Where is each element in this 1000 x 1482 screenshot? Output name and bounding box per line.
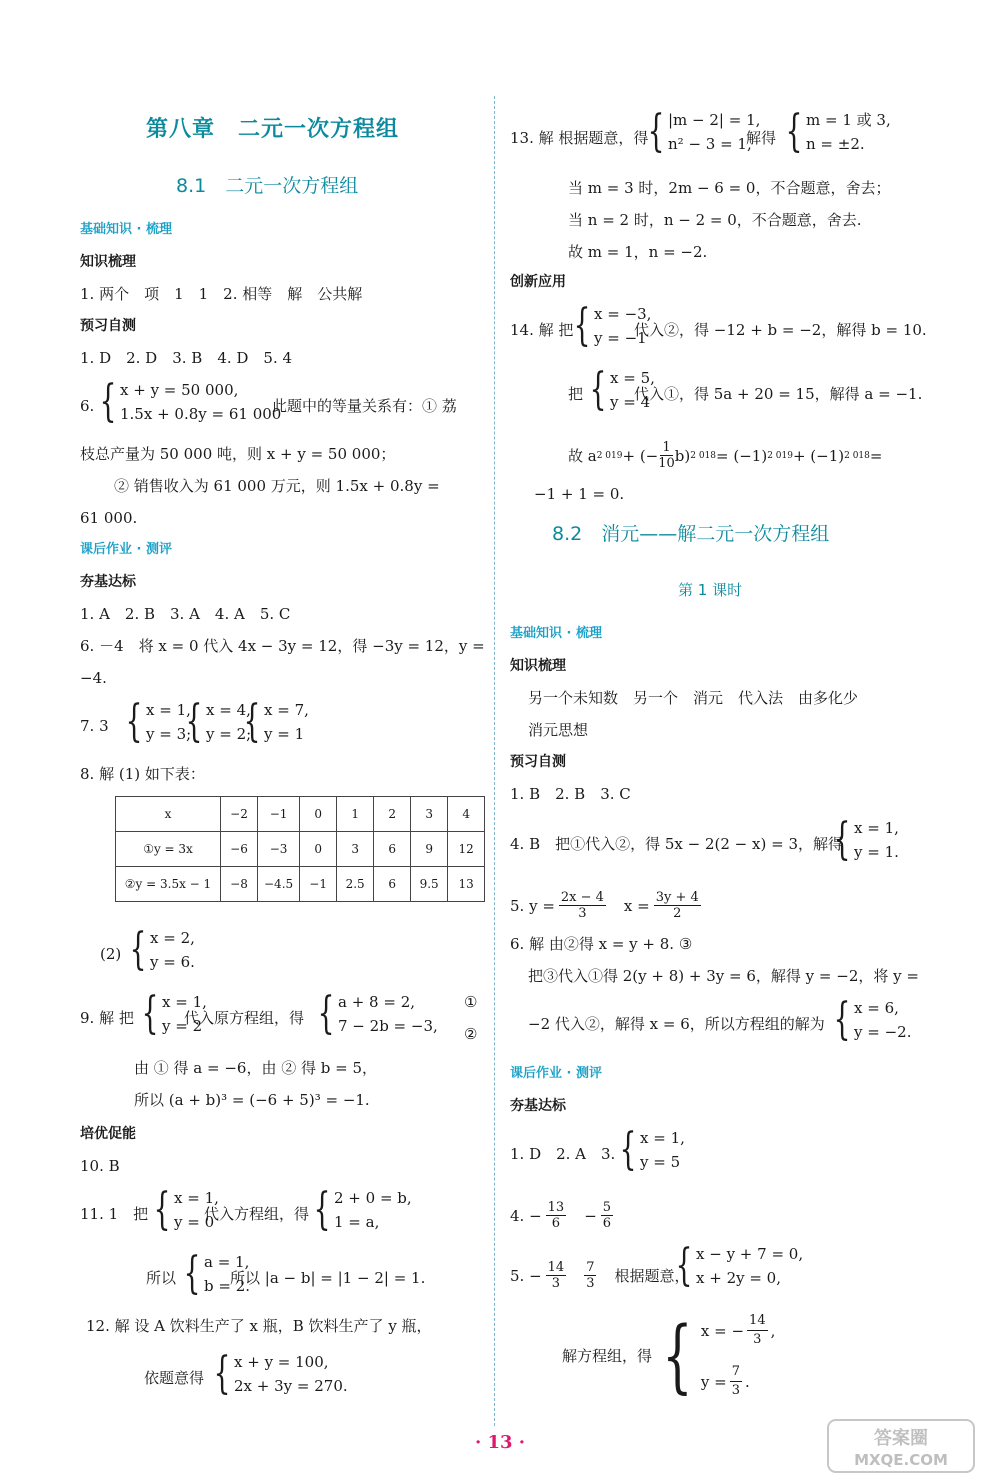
- subhead-duoji: 夯基达标: [80, 574, 136, 590]
- explanation-text: 把: [568, 385, 584, 403]
- equation-system: { x = 2, y = 6.: [129, 924, 195, 975]
- question-number: 7. 3: [80, 717, 109, 735]
- table-row: [116, 832, 485, 867]
- lesson-title: 第 1 课时: [678, 581, 743, 599]
- circled-marker: ①: [464, 993, 478, 1011]
- table-row: [116, 867, 485, 902]
- explanation-text: 所以: [146, 1269, 177, 1287]
- formula-line: 5. − $\frac{14}{3}$ $\frac{7}{3}$ 根据题意，: [510, 1260, 690, 1291]
- section-head-basic: 基础知识 · 梳理: [80, 222, 172, 237]
- answer-line: 10. B: [80, 1157, 120, 1175]
- question-number: 13. 解 根据题意，得: [510, 129, 649, 147]
- table-cell: 2: [374, 797, 411, 832]
- equation-system: { x = 7, y = 1: [243, 696, 309, 747]
- question-number: 9. 解 把: [80, 1009, 134, 1027]
- answer-line: 12. 解 设 A 饮料生产了 x 瓶，B 饮料生产了 y 瓶，: [86, 1317, 432, 1335]
- explanation-text: 代入②，得 −12 + b = −2，解得 b = 10.: [634, 321, 927, 339]
- answer-line: 消元思想: [528, 721, 589, 739]
- explanation-text: 代入方程组，得: [204, 1205, 310, 1223]
- fraction: $\frac{2x - 4}{3}$: [560, 890, 604, 921]
- table-cell: −6: [221, 832, 258, 867]
- fraction: $\frac{5}{6}$: [602, 1200, 612, 1231]
- equation-system: { |m − 2| = 1, n² − 3 = 1,: [647, 106, 761, 157]
- explanation-text: 代入原方程组，得: [184, 1009, 305, 1027]
- svg-text:MXQE.COM: MXQE.COM: [854, 1451, 948, 1469]
- equation-system: { m = 1 或 3, n = ±2.: [785, 106, 891, 157]
- explanation-text: 由 ① 得 a = −6，由 ② 得 b = 5，: [134, 1059, 378, 1077]
- explanation-text: 当 m = 3 时，2m − 6 = 0，不合题意，舍去；: [568, 179, 891, 197]
- table-cell: −1: [300, 867, 337, 902]
- explanation-text: 所以 |a − b| = |1 − 2| = 1.: [230, 1269, 426, 1287]
- explanation-text: 代入①，得 5a + 20 = 15，解得 a = −1.: [634, 385, 923, 403]
- question-number: 6.: [80, 397, 95, 415]
- answer-line: 8. 解 (1) 如下表：: [80, 765, 205, 783]
- value-table: [115, 796, 485, 902]
- section-head-homework: 课后作业 · 测评: [80, 542, 172, 557]
- table-row: [116, 797, 485, 832]
- question-number: (2): [100, 945, 122, 963]
- equation-system: { x = 4, y = 2;: [185, 696, 252, 747]
- table-cell: 0: [300, 832, 337, 867]
- chapter-title: 第八章 二元一次方程组: [146, 117, 400, 142]
- equation-system: { x = 6, y = −2.: [833, 994, 912, 1045]
- equation-system: { x = −3, y = −1: [573, 300, 652, 351]
- answer-line: 4. B 把①代入②，得 5x − 2(2 − x) = 3，解得: [510, 835, 843, 853]
- explanation-text: 把③代入①得 2(y + 8) + 3y = 6，解得 y = −2，将 y =: [528, 967, 919, 985]
- table-cell: x: [116, 797, 221, 832]
- explanation-text: −2 代入②，解得 x = 6，所以方程组的解为: [528, 1015, 825, 1033]
- table-cell: 6: [374, 867, 411, 902]
- table-cell: 6: [374, 832, 411, 867]
- svg-text:答案圈: 答案圈: [874, 1428, 928, 1449]
- fraction: $\frac{14}{3}$: [547, 1260, 565, 1291]
- explanation-text: 解方程组，得: [562, 1347, 653, 1365]
- section-head-basic: 基础知识 · 梳理: [510, 626, 602, 641]
- table-cell: −2: [221, 797, 258, 832]
- table-cell: 1: [337, 797, 374, 832]
- explanation-text: 故 m = 1，n = −2.: [568, 243, 708, 261]
- subhead-peiyou: 培优促能: [80, 1126, 136, 1142]
- table-cell: −4.5: [258, 867, 300, 902]
- table-cell: 9.5: [411, 867, 448, 902]
- answer-line: 1. B 2. B 3. C: [510, 785, 631, 803]
- subhead-chuangxin: 创新应用: [510, 274, 566, 290]
- section-title-8-2: 8.2 消元——解二元一次方程组: [552, 523, 830, 545]
- table-cell: ②y = 3.5x − 1: [116, 867, 221, 902]
- table-cell: ①y = 3x: [116, 832, 221, 867]
- equation-system: { a = 1, b = 2.: [183, 1248, 251, 1299]
- fraction: $\frac{1}{10}$: [658, 440, 675, 471]
- explanation-text: 依题意得: [144, 1369, 205, 1387]
- fraction: $\frac{13}{6}$: [547, 1200, 565, 1231]
- equation-system: { x − y + 7 = 0, x + 2y = 0,: [675, 1240, 804, 1291]
- equation-system: { x = 1, y = 0: [153, 1184, 219, 1235]
- equation-system: { x + y = 100, 2x + 3y = 270.: [213, 1348, 348, 1399]
- column-divider: [494, 96, 495, 1426]
- equation-system: { x = − $\frac{14}{3}$ , y = $\frac{7}{3}$ .: [662, 1309, 776, 1402]
- equation-system: { x = 1, y = 2: [141, 988, 207, 1039]
- equation-system: { x + y = 50 000, 1.5x + 0.8y = 61 000: [99, 376, 282, 427]
- table-cell: 3: [337, 832, 374, 867]
- table-cell: −3: [258, 832, 300, 867]
- equation-system: { 2 + 0 = b, 1 = a,: [313, 1184, 412, 1235]
- answer-line: 1. D 2. A 3.: [510, 1145, 616, 1163]
- watermark-logo: [826, 1418, 976, 1474]
- equation-system: { x = 1, y = 5: [619, 1124, 685, 1175]
- explanation-text: 此题中的等量关系有：① 荔: [272, 397, 457, 415]
- table-cell: −1: [258, 797, 300, 832]
- subhead-zhishi: 知识梳理: [80, 254, 136, 270]
- formula-line: 4. − $\frac{13}{6}$ − $\frac{5}{6}$: [510, 1200, 612, 1231]
- section-head-homework: 课后作业 · 测评: [510, 1066, 602, 1081]
- fraction: $\frac{14}{3}$: [749, 1313, 766, 1347]
- explanation-text: 61 000.: [80, 509, 138, 527]
- subhead-yuxi: 预习自测: [510, 754, 566, 770]
- answer-line: 1. D 2. D 3. B 4. D 5. 4: [80, 349, 293, 367]
- answer-line: 1. A 2. B 3. A 4. A 5. C: [80, 605, 291, 623]
- explanation-text: −1 + 1 = 0.: [534, 485, 625, 503]
- formula-line: 5. y = $\frac{2x - 4}{3}$ x = $\frac{3y + 4}{2}$: [510, 890, 699, 921]
- subhead-zhishi: 知识梳理: [510, 658, 566, 674]
- explanation-text: 当 n = 2 时，n − 2 = 0，不合题意，舍去.: [568, 211, 862, 229]
- answer-line: 6. －4 将 x = 0 代入 4x − 3y = 12，得 −3y = 12，y =: [80, 637, 485, 655]
- fraction: $\frac{3y + 4}{2}$: [655, 890, 699, 921]
- table-cell: 3: [411, 797, 448, 832]
- table-cell: 13: [448, 867, 485, 902]
- table-cell: −8: [221, 867, 258, 902]
- subhead-yuxi: 预习自测: [80, 318, 136, 334]
- table-cell: 9: [411, 832, 448, 867]
- answer-line: −4.: [80, 669, 107, 687]
- table-cell: 2.5: [337, 867, 374, 902]
- table-cell: 12: [448, 832, 485, 867]
- question-number: 11. 1 把: [80, 1205, 149, 1223]
- circled-marker: ②: [464, 1025, 478, 1043]
- answer-line: 另一个未知数 另一个 消元 代入法 由多化少: [528, 689, 859, 707]
- equation-system: { x = 5, y = 4: [589, 364, 655, 415]
- table-cell: 4: [448, 797, 485, 832]
- table-cell: 0: [300, 797, 337, 832]
- fraction: $\frac{7}{3}$: [731, 1364, 740, 1398]
- explanation-text: ② 销售收入为 61 000 万元，则 1.5x + 0.8y =: [114, 477, 440, 495]
- formula-line: 故 a 2 019 + (− $\frac{1}{10}$ b) 2 018 = (−1) 2 019 + (−1) 2 018 =: [568, 440, 883, 471]
- explanation-text: 解得: [746, 129, 777, 147]
- question-number: 14. 解 把: [510, 321, 574, 339]
- subhead-duoji: 夯基达标: [510, 1098, 566, 1114]
- explanation-text: 枝总产量为 50 000 吨，则 x + y = 50 000；: [80, 445, 396, 463]
- fraction: $\frac{7}{3}$: [586, 1260, 595, 1291]
- answer-line: 6. 解 由②得 x = y + 8. ③: [510, 935, 693, 953]
- equation-system: { x = 1, y = 1.: [833, 814, 899, 865]
- explanation-text: 所以 (a + b)³ = (−6 + 5)³ = −1.: [134, 1091, 370, 1109]
- equation-system: { a + 8 = 2, 7 − 2b = −3,: [317, 988, 438, 1039]
- answer-line: 1. 两个 项 1 1 2. 相等 解 公共解: [80, 285, 363, 303]
- equation-system: { x = 1, y = 3;: [125, 696, 192, 747]
- page-number: · 13 ·: [474, 1432, 526, 1453]
- section-title-8-1: 8.1 二元一次方程组: [176, 175, 359, 197]
